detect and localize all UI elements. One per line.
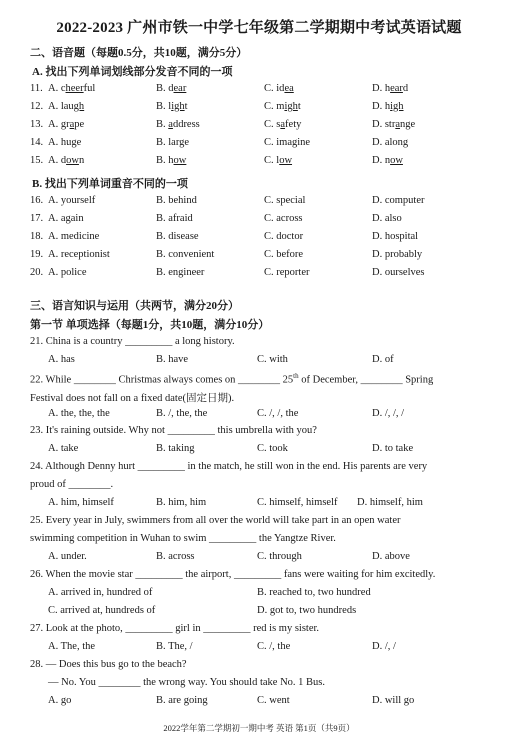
option-d: D. computer (372, 195, 425, 206)
q24-options (0, 497, 518, 513)
option-c: C. arrived at, hundreds of (48, 605, 156, 616)
option-text: B. (156, 83, 169, 94)
answer-blank: _________ (209, 533, 257, 544)
option-c: C. across (264, 213, 303, 224)
option-c: C. /, /, the (257, 408, 299, 419)
option-a: A. arrived in, hundred of (48, 587, 153, 598)
option-text: B. (156, 155, 169, 166)
part-a-heading: A. 找出下列单词划线部分发音不同的一项 (32, 66, 233, 78)
option-text: fety (285, 119, 302, 130)
question-22 (30, 372, 433, 386)
question-number: 12. (30, 101, 44, 112)
option-a: A. under. (48, 551, 87, 562)
q22-text-3: 25 (282, 374, 294, 386)
option-text: D. (372, 119, 385, 130)
answer-blank: _________ (135, 569, 183, 580)
option-text: e (184, 137, 190, 148)
option-a: A. go (48, 695, 72, 706)
q22-sup: th (293, 372, 299, 380)
option-a: A. yourself (48, 195, 96, 206)
q24-line-2 (30, 479, 113, 490)
option-text: t (184, 101, 188, 112)
q26-stem-mid: the airport, (185, 569, 232, 580)
q23-stem-post: this umbrella with you? (217, 425, 317, 436)
option-text: C. (264, 155, 277, 166)
option-a (48, 137, 81, 148)
page-title: 2022-2023 广州市铁一中学七年级第二学期期中考试英语试题 (56, 20, 462, 36)
answer-blank: _________ (125, 623, 173, 634)
option-b: B. disease (156, 231, 199, 242)
option-b (156, 119, 200, 130)
question-row (0, 267, 518, 283)
option-d (372, 83, 408, 94)
question-28: 28. — Does this bus go to the beach? (30, 659, 187, 670)
q25-options (0, 551, 518, 567)
q22-text-2: Christmas always comes on (118, 374, 236, 386)
option-text: ful (83, 83, 96, 94)
option-a: A. the, the, the (48, 408, 110, 419)
option-b: B. The, / (156, 641, 193, 652)
question-number: 16. (30, 195, 44, 206)
underlined-letters: a (280, 119, 286, 130)
option-d (372, 137, 408, 148)
option-b (156, 101, 188, 112)
question-25: 25. Every year in July, swimmers from all over the world will take part in an open water (30, 515, 401, 526)
option-c: C. before (264, 249, 304, 260)
option-b: B. convenient (156, 249, 215, 260)
option-text: A. (48, 119, 61, 130)
question-number: 20. (30, 267, 44, 278)
option-a: A. The, the (48, 641, 96, 652)
q22-text-1: 22. While (30, 374, 72, 386)
underlined-letters: a (69, 119, 75, 130)
option-a: A. him, himself (48, 497, 114, 508)
option-text: c (60, 83, 66, 94)
option-text: m (276, 101, 285, 112)
option-c (264, 83, 294, 94)
question-number: 13. (30, 119, 44, 130)
question-number: 11. (30, 83, 43, 94)
option-text: ima (276, 137, 293, 148)
underlined-letters: ow (279, 155, 293, 166)
option-a (48, 155, 84, 166)
section-3-heading: 三、语言知识与运用（共两节，满分20分） (30, 300, 239, 312)
q27-stem-post: red is my sister. (253, 623, 320, 634)
option-text: h (168, 155, 174, 166)
q24-stem-pre: 24. Although Denny hurt (30, 461, 135, 472)
q22-text-5: Spring (405, 374, 434, 386)
option-b: B. reached to, two hundred (257, 587, 371, 598)
option-text: h (384, 101, 391, 112)
q28-line-2 (48, 677, 325, 688)
question-number: 15. (30, 155, 44, 166)
option-d: D. hospital (372, 231, 419, 242)
option-d: D. got to, two hundreds (257, 605, 357, 616)
q22-options (0, 408, 518, 424)
answer-blank: _________ (125, 336, 173, 347)
option-b (156, 155, 186, 166)
option-text: gr (60, 119, 70, 130)
underlined-letters: a (168, 119, 173, 130)
option-text: D. (372, 137, 385, 148)
option-text: s (276, 119, 281, 130)
q25-line-2 (30, 533, 336, 544)
q26-options-row-2 (0, 605, 518, 621)
answer-blank: ________ (238, 374, 281, 386)
q23-options (0, 443, 518, 459)
option-b: B. him, him (156, 497, 207, 508)
answer-blank: _________ (137, 461, 185, 472)
option-d: D. of (372, 354, 394, 365)
q27-options (0, 641, 518, 657)
option-text: B. (156, 101, 169, 112)
question-27 (30, 623, 319, 634)
option-text: C. (264, 119, 277, 130)
q28-line2-post: the wrong way. You should take No. 1 Bus. (143, 677, 326, 688)
option-a: A. take (48, 443, 79, 454)
q28-line2-pre: — No. You (48, 677, 96, 688)
q21-stem-pre: 21. China is a country (30, 336, 123, 347)
question-number: 17. (30, 213, 44, 224)
option-text: C. (264, 101, 277, 112)
option-c: C. with (257, 354, 288, 365)
question-24 (30, 461, 427, 472)
underlined-letters: ow (173, 155, 187, 166)
q25-line2-post: the Yangtze River. (258, 533, 336, 544)
option-text: n (78, 155, 85, 166)
question-row (0, 195, 518, 211)
option-b: B. taking (156, 443, 195, 454)
answer-blank: ________ (98, 677, 141, 688)
q27-stem-pre: 27. Look at the photo, (30, 623, 123, 634)
answer-blank: _________ (203, 623, 251, 634)
option-text: l (276, 155, 280, 166)
option-c (264, 137, 310, 148)
option-b: B. behind (156, 195, 197, 206)
option-b: B. across (156, 551, 195, 562)
option-a (48, 83, 95, 94)
underlined-letters: igh (171, 101, 185, 112)
q23-stem-pre: 23. It's raining outside. Why not (30, 425, 165, 436)
page-footer: 2022学年第二学期初一期中考 英语 第1页（共9页） (163, 723, 355, 733)
question-26 (30, 569, 435, 580)
question-number: 18. (30, 231, 44, 242)
underlined-letters: gh (73, 101, 85, 112)
option-c: C. himself, himself (257, 497, 338, 508)
option-text: lau (60, 101, 74, 112)
underlined-letters: ear (173, 83, 187, 94)
option-text: e (76, 137, 82, 148)
option-text: ine (297, 137, 311, 148)
answer-blank: ________ (360, 374, 403, 386)
option-d (372, 155, 403, 166)
option-d: D. /, / (372, 641, 396, 652)
section-2-heading: 二、语音题（每题0.5分，共10题，满分5分） (30, 47, 248, 59)
q24-line2-post: . (110, 479, 114, 490)
answer-blank: ________ (73, 374, 116, 386)
option-text: l (168, 101, 172, 112)
question-row (0, 231, 518, 247)
option-text: D. (372, 155, 385, 166)
option-d (372, 119, 415, 130)
q26-options-row-1 (0, 587, 518, 603)
section-3-sub-heading: 第一节 单项选择（每题1分，共10题，满分10分） (30, 319, 270, 331)
underlined-letters: ea (284, 83, 294, 94)
option-d: D. also (372, 213, 402, 224)
option-b (156, 83, 186, 94)
underlined-letters: heer (65, 83, 84, 94)
option-b: B. have (156, 354, 189, 365)
q21-options (0, 354, 518, 370)
q21-stem-post: a long history. (174, 336, 235, 347)
option-text: B. (156, 119, 169, 130)
option-a: A. police (48, 267, 87, 278)
option-c: C. doctor (264, 231, 304, 242)
q24-line2-pre: proud of (30, 479, 66, 490)
option-text: C. (264, 137, 277, 148)
option-text: C. (264, 83, 277, 94)
q26-stem-post: fans were waiting for him excitedly. (283, 569, 436, 580)
option-c: C. special (264, 195, 306, 206)
underlined-letters: ear (390, 83, 403, 94)
q22-line-2: Festival does not fall on a fixed date(固定日期). (30, 393, 235, 404)
option-text: D. (372, 101, 385, 112)
option-c (264, 155, 292, 166)
question-row (0, 137, 518, 153)
answer-blank: ________ (68, 479, 111, 490)
option-c: C. /, the (257, 641, 291, 652)
underlined-letters: g (402, 137, 409, 148)
option-d: D. probably (372, 249, 423, 260)
option-c: C. through (257, 551, 302, 562)
question-23 (30, 425, 317, 436)
question-row (0, 155, 518, 171)
option-a (48, 119, 84, 130)
question-row (0, 101, 518, 117)
underlined-letters: igh (390, 101, 404, 112)
option-text: D. (372, 83, 385, 94)
option-text: n (384, 155, 391, 166)
underlined-letters: g (71, 137, 77, 148)
option-text: B. (156, 137, 169, 148)
option-b (156, 137, 189, 148)
answer-blank: _________ (167, 425, 215, 436)
underlined-letters: g (292, 137, 298, 148)
option-text: d (168, 83, 174, 94)
underlined-letters: igh (284, 101, 298, 112)
option-d: D. to take (372, 443, 414, 454)
option-c (264, 119, 301, 130)
question-row (0, 213, 518, 229)
option-c: C. took (257, 443, 288, 454)
q26-stem-pre: 26. When the movie star (30, 569, 133, 580)
option-text: h (384, 83, 391, 94)
option-d: D. himself, him (357, 497, 423, 508)
part-b-heading: B. 找出下列单词重音不同的一项 (32, 178, 188, 190)
option-b: B. are going (156, 695, 208, 706)
option-text: d (402, 83, 409, 94)
underlined-letters: a (395, 119, 401, 130)
option-text: d (60, 155, 67, 166)
question-row (0, 119, 518, 135)
option-a: A. medicine (48, 231, 100, 242)
option-c: C. reporter (264, 267, 310, 278)
underlined-letters: ow (66, 155, 79, 166)
q25-line2-pre: swimming competition in Wuhan to swim (30, 533, 207, 544)
option-text: lar (168, 137, 180, 148)
option-a: A. has (48, 354, 75, 365)
option-text: nge (400, 119, 416, 130)
option-text: ddress (172, 119, 200, 130)
option-text: A. (48, 155, 61, 166)
answer-blank: _________ (233, 569, 282, 580)
option-text: pe (74, 119, 85, 130)
option-text: A. (48, 83, 61, 94)
option-c (264, 101, 301, 112)
option-text: id (276, 83, 285, 94)
q27-stem-mid: girl in (175, 623, 201, 634)
option-d: D. above (372, 551, 410, 562)
option-text: alon (384, 137, 403, 148)
question-row (0, 249, 518, 265)
option-a: A. receptionist (48, 249, 110, 260)
underlined-letters: ow (390, 155, 403, 166)
option-text: t (297, 101, 301, 112)
question-number: 19. (30, 249, 44, 260)
option-b: B. engineer (156, 267, 205, 278)
option-d: D. ourselves (372, 267, 425, 278)
option-b: B. afraid (156, 213, 193, 224)
option-a (48, 101, 84, 112)
option-a: A. again (48, 213, 84, 224)
question-row (0, 83, 518, 99)
q24-stem-post: in the match, he still won in the end. His parents are very (187, 461, 428, 472)
option-c: C. went (257, 695, 290, 706)
option-text: str (384, 119, 396, 130)
option-text: hu (60, 137, 72, 148)
option-b: B. /, the, the (156, 408, 208, 419)
q22-text-4: of December, (298, 374, 358, 386)
question-21 (30, 336, 235, 347)
option-d (372, 101, 404, 112)
option-d: D. will go (372, 695, 415, 706)
option-text: A. (48, 101, 61, 112)
option-d: D. /, /, / (372, 408, 405, 419)
option-text: A. (48, 137, 61, 148)
underlined-letters: g (179, 137, 185, 148)
q28-options (0, 695, 518, 711)
question-number: 14. (30, 137, 44, 148)
